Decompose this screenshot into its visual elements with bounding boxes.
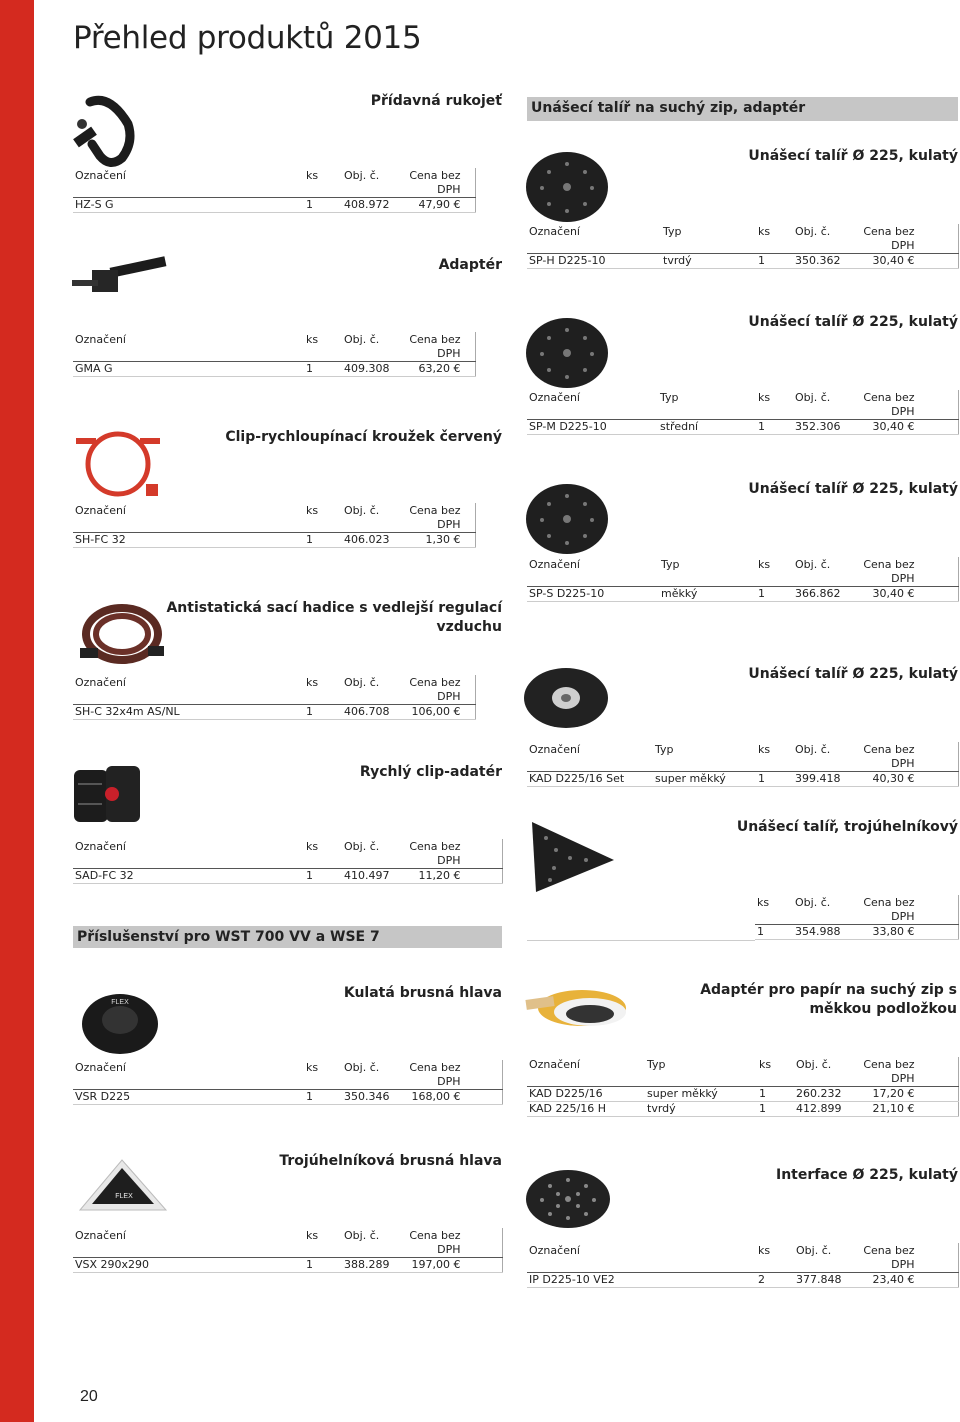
product-table: Označení Typ ks Obj. č. Cena bez DPH KAD D225/16 super měkký 1 260.232 17,20 € KAD 225/16 H tvrdý 1 412.899 21,10 € (527, 1057, 959, 1117)
product-table: Označení ks Obj. č. Cena bez DPH SH-FC 32 1 406.023 1,30 € (73, 503, 476, 548)
product-table: Označení ks Obj. č. Cena bez DPH VSX 290x290 1 388.289 197,00 € (73, 1228, 503, 1273)
backing-pad-super-soft-image (522, 666, 612, 730)
product-table: Označení Typ ks Obj. č. Cena bez DPH SP-H D225-10 tvrdý 1 350.362 30,40 € (527, 224, 959, 269)
product-title: Kulatá brusná hlava (343, 985, 502, 1001)
table-row: IP D225-10 VE2 2 377.848 23,40 € (527, 1273, 958, 1288)
product-table: Označení ks Obj. č. Cena bez DPH VSR D225 1 350.346 168,00 € (73, 1060, 503, 1105)
product-table: Označení Typ ks Obj. č. Cena bez DPH SP-S D225-10 měkký 1 366.862 30,40 € (527, 557, 959, 602)
triangle-sanding-head-image (74, 1156, 170, 1216)
product-title: Rychlý clip-adatér (359, 764, 502, 780)
product-table: Označení ks Obj. č. Cena bez DPH SAD-FC 32 1 410.497 11,20 € (73, 839, 503, 884)
table-row: SAD-FC 32 1 410.497 11,20 € (73, 869, 502, 884)
section-bar-zip-plates: Unášecí talíř na suchý zip, adaptér (527, 97, 958, 121)
table-row: SP-S D225-10 měkký 1 366.862 30,40 € (527, 587, 958, 602)
table-row: KAD D225/16 Set super měkký 1 399.418 40,30 € (527, 772, 958, 787)
table-row: SP-H D225-10 tvrdý 1 350.362 30,40 € (527, 254, 958, 269)
table-row: SP-M D225-10 střední 1 352.306 30,40 € (527, 420, 958, 435)
section-bar-wst-accessories: Příslušenství pro WST 700 VV a WSE 7 (73, 926, 502, 948)
product-title: Adaptér (438, 257, 502, 273)
backing-pad-medium-image (524, 316, 610, 390)
red-clip-ring-image (76, 430, 166, 504)
product-title: Unášecí talíř Ø 225, kulatý (748, 314, 958, 330)
product-title: Clip-rychloupínací kroužek červený (225, 429, 502, 445)
interface-pad-image (524, 1168, 612, 1230)
backing-pad-soft-image (524, 482, 610, 556)
svg-text:FLEX: FLEX (115, 1193, 133, 1200)
product-title: Adaptér pro papír na suchý zip s měkkou podložkou (700, 982, 957, 1017)
product-table: Označení Typ ks Obj. č. Cena bez DPH KAD D225/16 Set super měkký 1 399.418 40,30 € (527, 742, 959, 787)
svg-text:FLEX: FLEX (111, 999, 129, 1006)
table-rule (527, 940, 755, 941)
product-title: Antistatická sací hadice s vedlejší regulací vzduchu (166, 600, 502, 635)
table-row: HZ-S G 1 408.972 47,90 € (73, 198, 475, 213)
product-title: Interface Ø 225, kulatý (775, 1167, 958, 1183)
product-table: Označení ks Obj. č. Cena bez DPH SH-C 32x4m AS/NL 1 406.708 106,00 € (73, 675, 476, 720)
triangle-backing-pad-image (526, 820, 618, 894)
product-table: ks Obj. č. Cena bez DPH 1 354.988 33,80 € (755, 895, 959, 940)
page-number: 20 (80, 1388, 98, 1405)
product-table: Označení Typ ks Obj. č. Cena bez DPH SP-M D225-10 střední 1 352.306 30,40 € (527, 390, 959, 435)
handle-image (70, 94, 136, 170)
hose-image (76, 600, 168, 672)
adapter-image (70, 256, 170, 298)
table-row: KAD D225/16 super měkký 1 260.232 17,20 € (527, 1087, 958, 1102)
clip-adapter-image (72, 764, 142, 828)
table-row: SH-C 32x4m AS/NL 1 406.708 106,00 € (73, 705, 475, 720)
product-title: Unášecí talíř Ø 225, kulatý (748, 148, 958, 164)
table-row: SH-FC 32 1 406.023 1,30 € (73, 533, 475, 548)
table-row: KAD 225/16 H tvrdý 1 412.899 21,10 € (527, 1102, 958, 1117)
table-row: VSR D225 1 350.346 168,00 € (73, 1090, 502, 1105)
paper-adapter-image (524, 984, 628, 1032)
product-title: Unášecí talíř Ø 225, kulatý (748, 481, 958, 497)
round-sanding-head-image (80, 990, 160, 1056)
product-table: Označení ks Obj. č. Cena bez DPH GMA G 1 409.308 63,20 € (73, 332, 476, 377)
product-title: Unášecí talíř Ø 225, kulatý (748, 666, 958, 682)
product-table: Označení ks Obj. č. Cena bez DPH IP D225-10 VE2 2 377.848 23,40 € (527, 1243, 959, 1288)
table-row: VSX 290x290 1 388.289 197,00 € (73, 1258, 502, 1273)
product-title: Trojúhelníková brusná hlava (279, 1153, 502, 1169)
product-title: Přídavná rukojeť (370, 93, 502, 109)
table-row: GMA G 1 409.308 63,20 € (73, 362, 475, 377)
product-table: Označení ks Obj. č. Cena bez DPH HZ-S G 1 408.972 47,90 € (73, 168, 476, 213)
product-title: Unášecí talíř, trojúhelníkový (736, 819, 958, 835)
backing-pad-hard-image (524, 150, 610, 224)
table-row: 1 354.988 33,80 € (755, 925, 958, 940)
red-side-bar (0, 0, 34, 1422)
page-title: Přehled produktů 2015 (73, 20, 422, 56)
